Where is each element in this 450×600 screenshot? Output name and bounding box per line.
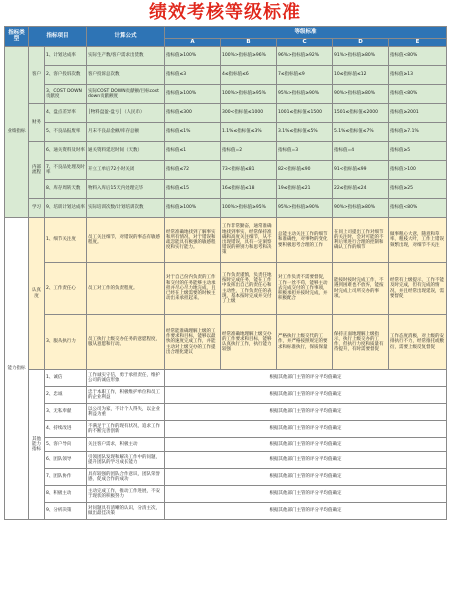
- table-cell-grade: 91%>指标值≥80%: [333, 47, 389, 66]
- table-cell-grade: 指标值≥5: [389, 142, 447, 161]
- header-grade-c: C: [277, 39, 333, 47]
- subgroup-finance: 财务: [29, 104, 45, 142]
- table-cell-grade: 指标值<80%: [389, 47, 447, 66]
- table-row-item: 8、积极主动: [45, 486, 87, 503]
- table-cell-grade: 96%>指标值≥92%: [277, 47, 333, 66]
- table-cell-grade: 91<指标值≤99: [333, 161, 389, 180]
- table-row-item: 3、无私奉献: [45, 404, 87, 421]
- table-cell-formula: 员工对工作的负责程度。: [87, 263, 165, 315]
- table-cell-note: 根据其他部门主管的评分平均值确定: [165, 469, 447, 486]
- table-cell-grade: 3.1%≤指标值≤5%: [277, 123, 333, 142]
- table-row-item: 6、通关资料及时率: [45, 142, 87, 161]
- table-row-item: 9、分析决策: [45, 503, 87, 520]
- table-row-item: 3、COST DOWN贡献度: [45, 85, 87, 104]
- table-cell-formula: 不满足于工作的现有状况，追求工作的不断完善创新: [87, 421, 165, 438]
- table-cell-grade: 10≤指标值≤12: [333, 66, 389, 85]
- table-cell-grade: 指标值≤1%: [165, 123, 221, 142]
- table-cell-grade: 能按时按时完成工作，不遇到困难也不放弃，能按时完成上司所交办的事项。: [333, 263, 389, 315]
- table-cell-grade: 在同上司提出工作对细节的关注时，会对可能的不利后果进行合理的控制和确认工作的细节: [333, 218, 389, 263]
- table-cell-grade: 指标值≥2001: [389, 104, 447, 123]
- table-cell-grade: 1001≤指标值≤1500: [277, 104, 333, 123]
- table-cell-formula: 对问题具有清晰的认识，分清主次，做出最佳决策: [87, 503, 165, 520]
- table-cell-note: 根据其他部门主管的评分平均值确定: [165, 438, 447, 452]
- table-cell-formula: 主动完成工作，推动工作进展，不安于现状的积极努力: [87, 486, 165, 503]
- table-cell-grade: 做事粗心大意，随意和草率，粗枝大叶，工作上错误频繁出现，对细节不关注: [389, 218, 447, 263]
- table-cell-grade: 5.1%≤指标值≤7%: [333, 123, 389, 142]
- header-formula: 计算公式: [87, 27, 165, 47]
- table-row-item: 2、客户投诉次数: [45, 66, 87, 85]
- table-cell-grade: 指标值<80%: [389, 199, 447, 218]
- table-cell-grade: 经常有上级提示，工作不能及时完成，但有完成的情况，并且经常出现延误，需要督促: [389, 263, 447, 315]
- subgroup-customer: 客户: [29, 47, 45, 104]
- table-cell-grade: 90%>指标值≥80%: [333, 85, 389, 104]
- table-cell-note: 根据其他部门主管的评分平均值确定: [165, 452, 447, 469]
- table-cell-note: 根据其他部门主管的评分平均值确定: [165, 370, 447, 387]
- table-cell-grade: 总能主动关注工作的细节和准确性，对事物的变化要积极思考合理的工作: [277, 218, 333, 263]
- table-cell-note: 根据其他部门主管的评分平均值确定: [165, 404, 447, 421]
- table-cell-grade: 工作非常勤奋，通常准确地找到事实，经常保持准确和高度关注细节，从不出现错误，具有一定洞察错误的辨别力和思考和决策: [221, 218, 277, 263]
- table-cell-formula: 实际生产数/客户需求出货数: [87, 47, 165, 66]
- table-cell-grade: 指标值≤3: [165, 66, 221, 85]
- table-cell-grade: 指标值=3: [277, 142, 333, 161]
- table-cell-note: 根据其他部门主管的评分平均值确定: [165, 421, 447, 438]
- table-cell-grade: 指标值≤300: [165, 104, 221, 123]
- table-cell-grade: 指标值<80%: [389, 85, 447, 104]
- table-cell-grade: 指标值≥7.1%: [389, 123, 447, 142]
- subgroup-learning: 学习: [29, 199, 45, 218]
- ability-section: [5, 218, 447, 520]
- table-row-item: 1、细节关注度: [45, 218, 87, 263]
- table-row-item: 1、计划达成率: [45, 47, 87, 66]
- table-cell-grade: 工作负责谨慎，负责任地按时完成任务，能在工作中发挥出自己的责任心和主动性，工作负责任的表现，基本按时完成并交付了上级: [221, 263, 277, 315]
- table-cell-formula: 引领团队发现和解决工作中的问题，提升团队的学习成长能力: [87, 452, 165, 469]
- business-section: [5, 47, 447, 218]
- table-cell-formula: 以公司为家，不计个人得失，以企业利益为重: [87, 404, 165, 421]
- header-grade: 等级标准: [165, 27, 447, 39]
- table-cell-formula: 具有较强的团队合作意识，团队荣誉感，促成合作的成功: [87, 469, 165, 486]
- table-cell-note: 根据其他部门主管的评分平均值确定: [165, 387, 447, 404]
- table-cell-grade: 指标值=4: [333, 142, 389, 161]
- table-cell-formula: 实际培训次数/计划培训次数: [87, 199, 165, 218]
- table-cell-grade: 经常准确地理解上级交办的工作要求和目标，能够认真执行工作，执行能力较强: [221, 315, 277, 370]
- table-cell-grade: 16≤指标值≤18: [221, 180, 277, 199]
- table-cell-grade: 82<指标值≤90: [277, 161, 333, 180]
- table-cell-grade: 指标值≥100%: [165, 47, 221, 66]
- table-cell-grade: 95%>指标值≥90%: [277, 199, 333, 218]
- table-row-item: 1、诚信: [45, 370, 87, 387]
- table-cell-grade: 1.1%≤指标值≤3%: [221, 123, 277, 142]
- table-row-item: 6、团队领导: [45, 452, 87, 469]
- table-cell-grade: 22≤指标值≤24: [333, 180, 389, 199]
- table-cell-grade: 100%>指标值≥96%: [221, 47, 277, 66]
- table-cell-grade: 工作态度消极，对上级的安排执行不力，经常推托或敷衍，需要上级反复督促: [389, 315, 447, 370]
- table-cell-grade: 指标值≥100%: [165, 199, 221, 218]
- table-cell-grade: 经常能准确理解上级的工作要求和目标，能够以最快的速度完成工作，并能主动对上级交办的工作提出合理化建议: [165, 315, 221, 370]
- table-cell-grade: 指标值≥13: [389, 66, 447, 85]
- table-cell-grade: 7≤指标值≤9: [277, 66, 333, 85]
- table-row-item: 5、不良品报废率: [45, 123, 87, 142]
- table-cell-grade: 100%>指标值≥95%: [221, 85, 277, 104]
- table-cell-formula: 月末不良品金额/库存总额: [87, 123, 165, 142]
- table-row-item: 4、持续改进: [45, 421, 87, 438]
- table-cell-formula: 员工执行上级交办任务的意愿程度，服从意愿和行动。: [87, 315, 165, 370]
- table-cell-formula: 关注客户需求，积极主动: [87, 438, 165, 452]
- table-cell-grade: 4≤指标值≤6: [221, 66, 277, 85]
- header-grade-d: D: [333, 39, 389, 47]
- table-cell-formula: 忠于本职工作，积极维护单位和员工的企业利益: [87, 387, 165, 404]
- table-cell-formula: 工作诚实守信，勇于承担责任，维护公司的诚信形象: [87, 370, 165, 387]
- table-cell-grade: 73<指标值≤81: [221, 161, 277, 180]
- table-cell-grade: 保持正面地理解上级指示，执行上级交办的工作，但执行力度和质量有待提升，有时需要督促: [333, 315, 389, 370]
- table-cell-grade: 指标值=2: [221, 142, 277, 161]
- subgroup-diligence: 认真度: [29, 218, 45, 370]
- table-row-item: 2、忠诚: [45, 387, 87, 404]
- table-row-item: 8、库存周转天数: [45, 180, 87, 199]
- subgroup-other-abilities: 其他能力指标: [29, 370, 45, 520]
- table-row-item: 5、客户导向: [45, 438, 87, 452]
- header-item: 指标项目: [29, 27, 87, 47]
- table-cell-grade: 90%>指标值≥80%: [333, 199, 389, 218]
- table-cell-formula: 物料入库后15天内处理完毕: [87, 180, 165, 199]
- table-cell-grade: 1501≤指标值≤2000: [333, 104, 389, 123]
- table-cell-grade: 指标值≤15: [165, 180, 221, 199]
- table-cell-grade: 经常准确地找到了解事实和所有情况，对于错误和疏忽能具有极强的敏感程度和实行能力。: [165, 218, 221, 263]
- table-cell-grade: 300<指标值≤1000: [221, 104, 277, 123]
- table-cell-grade: 19≤指标值≤21: [277, 180, 333, 199]
- table-row-item: 9、培训计划达成率: [45, 199, 87, 218]
- table-row-item: 7、团队协作: [45, 469, 87, 486]
- table-cell-note: 根据其他部门主管的评分平均值确定: [165, 486, 447, 503]
- table-row-item: 4、盘点差异率: [45, 104, 87, 123]
- table-cell-formula: 客户投诉总次数: [87, 66, 165, 85]
- header-grade-a: A: [165, 39, 221, 47]
- table-cell-formula: 实际COST DOWN贡献额/目标cost down贡献额度: [87, 85, 165, 104]
- header-grade-b: B: [221, 39, 277, 47]
- table-cell-formula: 通关资料延迟时间（天数）: [87, 142, 165, 161]
- table-row-item: 7、不良品处理及时率: [45, 161, 87, 180]
- table-cell-grade: 对工作负责不需要督促，工作一丝不苟，能够主动去完成交付的工作事项，积极承担并按时完成，并积极配合: [277, 263, 333, 315]
- table-cell-grade: 指标值≥100%: [165, 85, 221, 104]
- table-cell-formula: │物料盘盈-盘亏│（人民币）: [87, 104, 165, 123]
- subgroup-internal-process: 内部流程: [29, 142, 45, 199]
- page-title: 绩效考核等级标准: [149, 2, 301, 23]
- table-row-item: 2、工作责任心: [45, 263, 87, 315]
- table-cell-grade: 严格执行上级交代的工作，并严格按照规定的要求和标准执行，保质保量: [277, 315, 333, 370]
- table-cell-note: 根据其他部门主管的评分平均值确定: [165, 503, 447, 520]
- table-cell-grade: 对于自己份内负责的工作和交付的任务能够主动承担并尽心尽力地完成，且已经在上级需要的时候主动出来承担起来。: [165, 263, 221, 315]
- header-category: 指标类型: [5, 27, 29, 47]
- business-category: 业绩指标: [5, 47, 29, 218]
- table-cell-grade: 95%>指标值≥90%: [277, 85, 333, 104]
- table-cell-formula: 员工关注细节，对错误的事态有敏感程度。: [87, 218, 165, 263]
- kpi-grade-table: [4, 26, 447, 520]
- table-cell-formula: 开立工单后72小时关闭: [87, 161, 165, 180]
- table-cell-grade: 指标值≤72: [165, 161, 221, 180]
- table-cell-grade: 指标值≥25: [389, 180, 447, 199]
- table-row-item: 3、服从执行力: [45, 315, 87, 370]
- header-grade-e: E: [389, 39, 447, 47]
- table-cell-grade: 指标值>100: [389, 161, 447, 180]
- ability-category: 能力指标: [5, 218, 29, 520]
- table-cell-grade: 指标值≤1: [165, 142, 221, 161]
- table-cell-grade: 100%>指标值≥95%: [221, 199, 277, 218]
